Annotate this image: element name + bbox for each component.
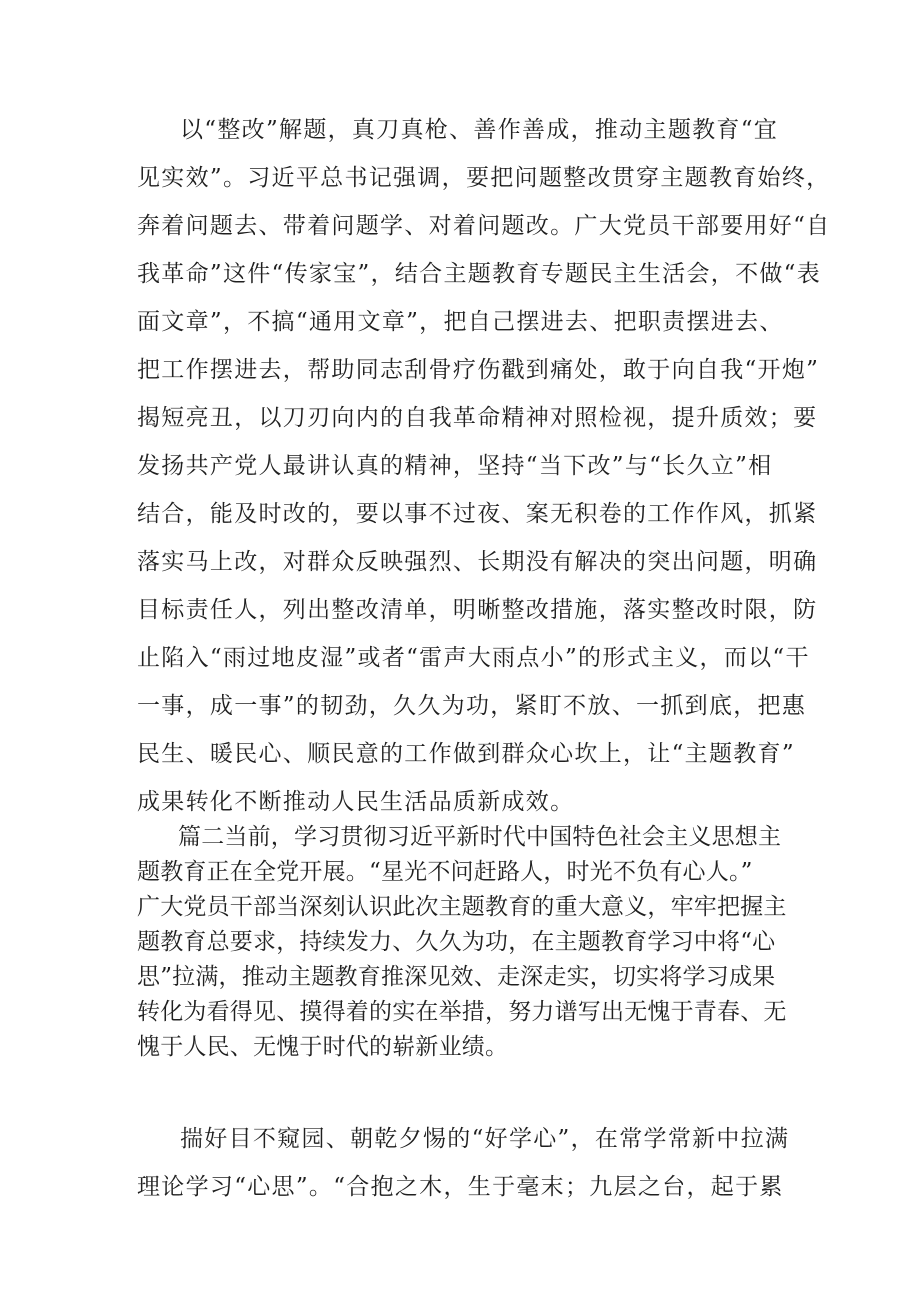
paragraph-1-line-4: 我革命”这件“传家宝”，结合主题教育专题民主生活会，不做“表 — [137, 261, 822, 287]
paragraph-2-line-3: 广大党员干部当深刻认识此次主题教育的重大意义，牢牢把握主 — [137, 894, 787, 920]
paragraph-1-line-8: 发扬共产党人最讲认真的精神，坚持“当下改”与“长久立”相 — [137, 453, 773, 479]
paragraph-1-line-7: 揭短亮丑，以刀刃向内的自我革命精神对照检视，提升质效；要 — [137, 405, 818, 431]
paragraph-1-line-12: 止陷入“雨过地皮湿”或者“雷声大雨点小”的形式主义，而以“干 — [137, 645, 810, 671]
paragraph-1-line-6: 把工作摆进去，帮助同志刮骨疗伤戳到痛处，敢于向自我“开炮” — [137, 357, 820, 383]
paragraph-2-line-1: 篇二当前，学习贯彻习近平新时代中国特色社会主义思想主 — [178, 824, 782, 850]
paragraph-1-line-11: 目标责任人，列出整改清单，明晰整改措施，落实整改时限，防 — [137, 597, 818, 623]
paragraph-2-line-6: 转化为看得见、摸得着的实在举措，努力谱写出无愧于青春、无 — [137, 999, 787, 1025]
paragraph-2-line-7: 愧于人民、无愧于时代的崭新业绩。 — [137, 1034, 509, 1060]
paragraph-1-line-13: 一事，成一事”的韧劲，久久为功，紧盯不放、一抓到底，把惠 — [137, 693, 807, 719]
paragraph-1-line-5: 面文章”，不搞“通用文章”，把自己摆进去、把职责摆进去、 — [137, 309, 784, 335]
paragraph-2-line-5: 思”拉满，推动主题教育推深见效、走深走实，切实将学习成果 — [137, 964, 776, 990]
paragraph-3-line-2: 理论学习“心思”。“合抱之木，生于毫末；九层之台，起于累 — [137, 1174, 784, 1200]
paragraph-1-line-10: 落实马上改，对群众反映强烈、长期没有解决的突出问题，明确 — [137, 549, 818, 575]
paragraph-1-line-14: 民生、暖民心、顺民意的工作做到群众心坎上，让“主题教育” — [137, 741, 795, 767]
paragraph-1-line-9: 结合，能及时改的，要以事不过夜、案无积卷的工作作风，抓紧 — [137, 501, 818, 527]
paragraph-1-line-3: 奔着问题去、带着问题学、对着问题改。广大党员干部要用好“自 — [137, 213, 831, 239]
paragraph-1-line-15: 成果转化不断推动人民生活品质新成效。 — [137, 789, 575, 815]
paragraph-2-line-2: 题教育正在全党开展。“星光不问赶路人，时光不负有心人。” — [137, 859, 753, 885]
paragraph-1-line-1: 以“整改”解题，真刀真枪、善作善成，推动主题教育“宜 — [180, 117, 779, 143]
paragraph-1-line-2: 见实效”。习近平总书记强调，要把问题整改贯穿主题教育始终， — [137, 165, 831, 191]
paragraph-2-line-4: 题教育总要求，持续发力、久久为功，在主题教育学习中将“心 — [137, 929, 776, 955]
paragraph-3-line-1: 揣好目不窥园、朝乾夕惕的“好学心”，在常学常新中拉满 — [180, 1126, 790, 1152]
